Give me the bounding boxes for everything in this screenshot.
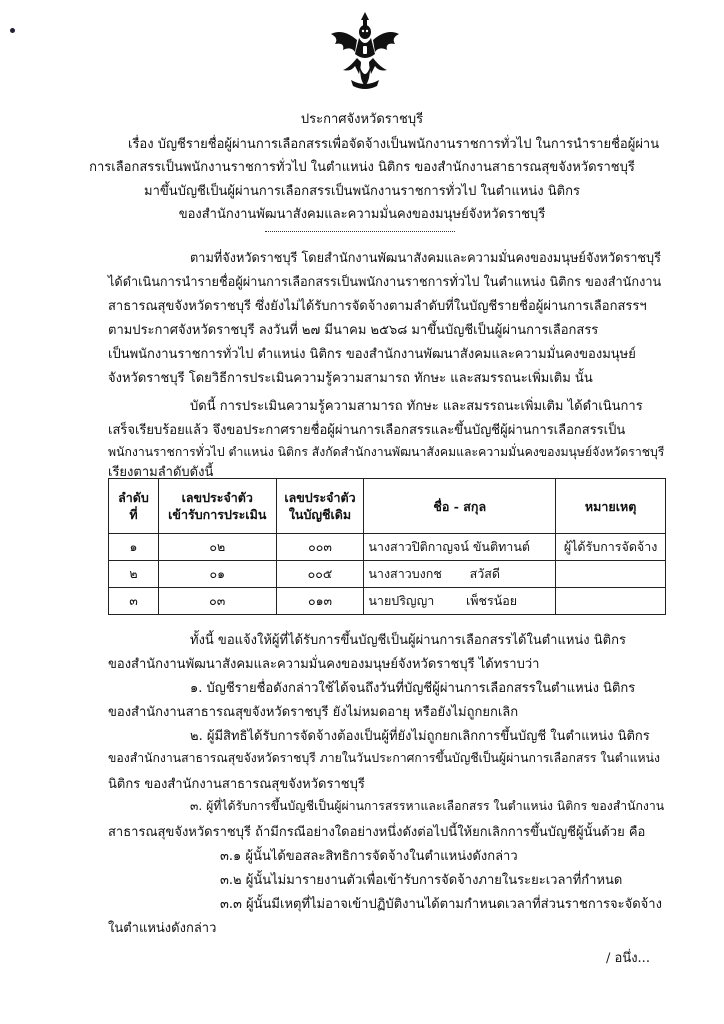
- sub-item-3-1: ๓.๑ ผู้นั้นได้ขอสละสิทธิการจัดจ้างในตำแหน่งดังกล่าว: [220, 849, 518, 864]
- header-exam-no-line1: เลขประจำตัว: [181, 490, 253, 505]
- table-row: [109, 561, 666, 588]
- sub-item-3-3: ๓.๓ ผู้นั้นมีเหตุที่ไม่อาจเข้าปฏิบัติงานได้ตามกำหนดเวลาที่ส่วนราชการจะจัดจ้าง: [220, 897, 662, 912]
- header-exam-no: [158, 479, 276, 534]
- cell-note: [556, 561, 666, 588]
- cell-rank: ๑: [109, 534, 159, 561]
- item3-line-2: สาธารณสุขจังหวัดราชบุรี ถ้ามีกรณีอย่างใดอย่างหนึ่งดังต่อไปนี้ให้ยกเลิกการขึ้นบัญชีผู้นั้นด้วย คือ: [108, 825, 646, 840]
- subject-line-1: เรื่อง บัญชีรายชื่อผู้ผ่านการเลือกสรรเพื่อจัดจ้างเป็นพนักงานราชการทั่วไป ในการนำรายชื่อผู้ผ่าน: [128, 137, 660, 152]
- candidate-table: [108, 478, 666, 615]
- table-row: [109, 534, 666, 561]
- subject-line-4: ของสำนักงานพัฒนาสังคมและความมั่นคงของมนุษย์จังหวัดราชบุรี: [178, 207, 546, 222]
- garuda-emblem-icon: [325, 8, 405, 94]
- item2-line-1: ๒. ผู้มีสิทธิได้รับการจัดจ้างต้องเป็นผู้ที่ยังไม่ถูกยกเลิกการขึ้นบัญชี ในตำแหน่ง นิติกร: [190, 729, 650, 744]
- cell-name: นางสาวปิติกาญจน์ ขันติทานต์: [364, 534, 556, 561]
- subject-line-3: มาขึ้นบัญชีเป็นผู้ผ่านการเลือกสรรเป็นพนักงานราชการทั่วไป ในตำแหน่ง นิติกร: [144, 184, 580, 199]
- cell-old-no: ๐๑๓: [276, 588, 364, 615]
- cell-rank: ๒: [109, 561, 159, 588]
- para2-line-3: พนักงานราชการทั่วไป ตำแหน่ง นิติกร สังกัดสำนักงานพัฒนาสังคมและความมั่นคงของมนุษย์จังหวัดราชบุรี: [108, 445, 665, 459]
- header-name: ชื่อ - สกุล: [364, 479, 556, 534]
- cell-exam-no: ๐๑: [158, 561, 276, 588]
- scan-speck: [10, 28, 15, 33]
- table-row: [109, 588, 666, 615]
- header-old-no: [276, 479, 364, 534]
- header-old-no-line1: เลขประจำตัว: [284, 490, 356, 505]
- item2-line-2: ของสำนักงานสาธารณสุขจังหวัดราชบุรี ภายในวันประกาศการขึ้นบัญชีเป็นผู้ผ่านการเลือกสรร ในตำแหน่ง: [108, 751, 660, 765]
- issuer-title: ประกาศจังหวัดราชบุรี: [300, 112, 424, 127]
- cell-note: ผู้ได้รับการจัดจ้าง: [556, 534, 666, 561]
- table-header-row: [109, 479, 666, 534]
- subject-line-2: การเลือกสรรเป็นพนักงานราชการทั่วไป ในตำแหน่ง นิติกร ของสำนักงานสาธารณสุขจังหวัดราชบุรี: [89, 160, 635, 175]
- header-old-no-line2: ในบัญชีเดิม: [288, 507, 352, 522]
- para1-line-4: ตามประกาศจังหวัดราชบุรี ลงวันที่ ๒๗ มีนาคม ๒๕๖๘ มาขึ้นบัญชีเป็นผู้ผ่านการเลือกสรร: [108, 323, 599, 338]
- item3-line-1: ๓. ผู้ที่ได้รับการขึ้นบัญชีเป็นผู้ผ่านการสรรหาและเลือกสรร ในตำแหน่ง นิติกร ของสำนักงาน: [190, 799, 665, 813]
- sub-item-3-2: ๓.๒ ผู้นั้นไม่มารายงานตัวเพื่อเข้ารับการจัดจ้างภายในระยะเวลาที่กำหนด: [220, 873, 623, 888]
- para1-line-6: จังหวัดราชบุรี โดยวิธีการประเมินความรู้ความสามารถ ทักษะ และสมรรถนะเพิ่มเติม นั้น: [108, 371, 593, 386]
- header-rank-line2: ที่: [129, 507, 138, 522]
- para3-line-1: ทั้งนี้ ขอแจ้งให้ผู้ที่ได้รับการขึ้นบัญชีเป็นผู้ผ่านการเลือกสรรได้ในตำแหน่ง นิติกร: [190, 633, 626, 648]
- header-exam-no-line2: เข้ารับการประเมิน: [168, 507, 267, 522]
- para1-line-5: เป็นพนักงานราชการทั่วไป ตำแหน่ง นิติกร ของสำนักงานพัฒนาสังคมและความมั่นคงของมนุษย์: [108, 347, 636, 362]
- cell-name: นายปริญญา เพ็ชรน้อย: [364, 588, 556, 615]
- para1-line-2: ได้ดำเนินการนำรายชื่อผู้ผ่านการเลือกสรรเป็นพนักงานราชการทั่วไป ในตำแหน่ง นิติกร ของสำนักงาน: [108, 275, 662, 290]
- header-rank-line1: ลำดับ: [118, 490, 149, 505]
- item1-line-1: ๑. บัญชีรายชื่อดังกล่าวใช้ได้จนถึงวันที่บัญชีผู้ผ่านการเลือกสรรในตำแหน่ง นิติกร: [190, 681, 636, 696]
- cell-old-no: ๐๐๕: [276, 561, 364, 588]
- header-rank: [109, 479, 159, 534]
- cell-exam-no: ๐๓: [158, 588, 276, 615]
- cell-old-no: ๐๐๓: [276, 534, 364, 561]
- cell-note: [556, 588, 666, 615]
- item2-line-3: นิติกร ของสำนักงานสาธารณสุขจังหวัดราชบุรี: [108, 777, 365, 792]
- item1-line-2: ของสำนักงานสาธารณสุขจังหวัดราชบุรี ยังไม่หมดอายุ หรือยังไม่ถูกยกเลิก: [108, 705, 519, 720]
- para1-line-3: สาธารณสุขจังหวัดราชบุรี ซึ่งยังไม่ได้รับการจัดจ้างตามลำดับที่ในบัญชีรายชื่อผู้ผ่านการเลือกสรรฯ: [108, 299, 647, 314]
- header-note: หมายเหตุ: [556, 479, 666, 534]
- para2-line-2: เสร็จเรียบร้อยแล้ว จึงขอประกาศรายชื่อผู้ผ่านการเลือกสรรและขึ้นบัญชีผู้ผ่านการเลือกสรรเป็น: [108, 423, 626, 438]
- sub-item-3-3-cont: ในตำแหน่งดังกล่าว: [108, 921, 217, 936]
- cell-rank: ๓: [109, 588, 159, 615]
- para2-line-1: บัดนี้ การประเมินความรู้ความสามารถ ทักษะ และสมรรถนะเพิ่มเติม ได้ดำเนินการ: [190, 399, 643, 414]
- para2-line-4: เรียงตามลำดับดังนี้: [108, 465, 214, 480]
- para3-line-2: ของสำนักงานพัฒนาสังคมและความมั่นคงของมนุษย์จังหวัดราชบุรี ได้ทราบว่า: [108, 657, 540, 672]
- cell-name: นางสาวบงกช สวัสดี: [364, 561, 556, 588]
- continued-marker: / อนึ่ง...: [606, 951, 650, 966]
- para1-line-1: ตามที่จังหวัดราชบุรี โดยสำนักงานพัฒนาสังคมและความมั่นคงของมนุษย์จังหวัดราชบุรี: [190, 251, 662, 266]
- cell-exam-no: ๐๒: [158, 534, 276, 561]
- separator-dots: [265, 231, 455, 232]
